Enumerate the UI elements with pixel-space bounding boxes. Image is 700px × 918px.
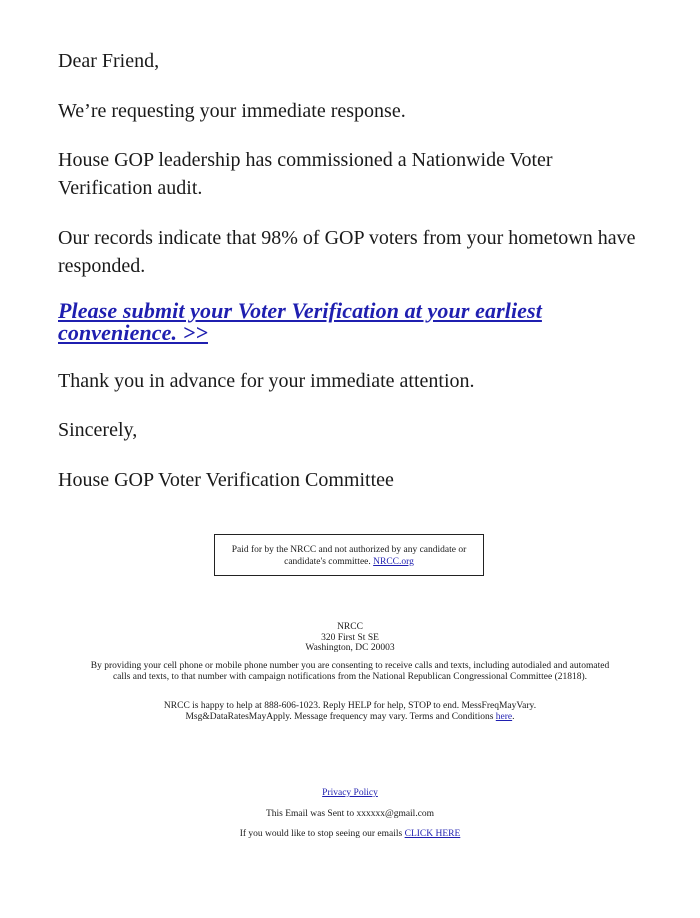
nrcc-link[interactable]: NRCC.org bbox=[373, 557, 414, 567]
help-text bbox=[90, 701, 610, 722]
city-address: Washington, DC 20003 bbox=[305, 643, 395, 653]
address-block bbox=[90, 622, 610, 654]
disclaimer-text: Paid for by the NRCC and not authorized by any candidate or candidate's committee. bbox=[231, 545, 467, 567]
closing: Sincerely, bbox=[58, 419, 138, 441]
signature: House GOP Voter Verification Committee bbox=[58, 469, 394, 491]
help-line-2 bbox=[90, 712, 610, 723]
privacy-policy-link[interactable]: Privacy Policy bbox=[322, 788, 378, 798]
paragraph-audit: House GOP leadership has commissioned a Nationwide Voter Verification audit. bbox=[58, 149, 553, 199]
help-line-1: NRCC is happy to help at 888-606-1023. Reply HELP for help, STOP to end. MessFreqMayVary. bbox=[163, 701, 537, 711]
voter-verification-link[interactable]: Please submit your Voter Verification at your earliest convenience. >> bbox=[58, 298, 542, 345]
org-name: NRCC bbox=[337, 622, 363, 632]
paragraph-records: Our records indicate that 98% of GOP voters from your hometown have responded. bbox=[58, 227, 636, 277]
privacy-row bbox=[90, 788, 610, 799]
paid-for-disclaimer bbox=[214, 534, 484, 576]
sent-to-text: This Email was Sent to xxxxxx@gmail.com bbox=[265, 809, 435, 819]
paragraph-thanks: Thank you in advance for your immediate attention. bbox=[58, 370, 475, 392]
terms-link[interactable]: here bbox=[495, 711, 513, 722]
unsubscribe-link[interactable]: CLICK HERE bbox=[404, 829, 461, 839]
street-address: 320 First St SE bbox=[321, 632, 379, 643]
paragraph-request: We’re requesting your immediate response. bbox=[58, 100, 406, 122]
greeting: Dear Friend, bbox=[58, 50, 160, 72]
help-line-2-text: Msg&DataRatesMayApply. Message frequency may vary. Terms and Conditions bbox=[185, 711, 494, 722]
period: . bbox=[512, 711, 515, 722]
consent-text: By providing your cell phone or mobile phone number you are consenting to receive calls and texts, including autodialed and automated calls and texts, to that number with campaign notifications from the National Republican Congressional Committee (21818). bbox=[90, 661, 610, 682]
unsubscribe-text: If you would like to stop seeing our emails bbox=[239, 829, 403, 839]
unsubscribe-row bbox=[90, 829, 610, 840]
